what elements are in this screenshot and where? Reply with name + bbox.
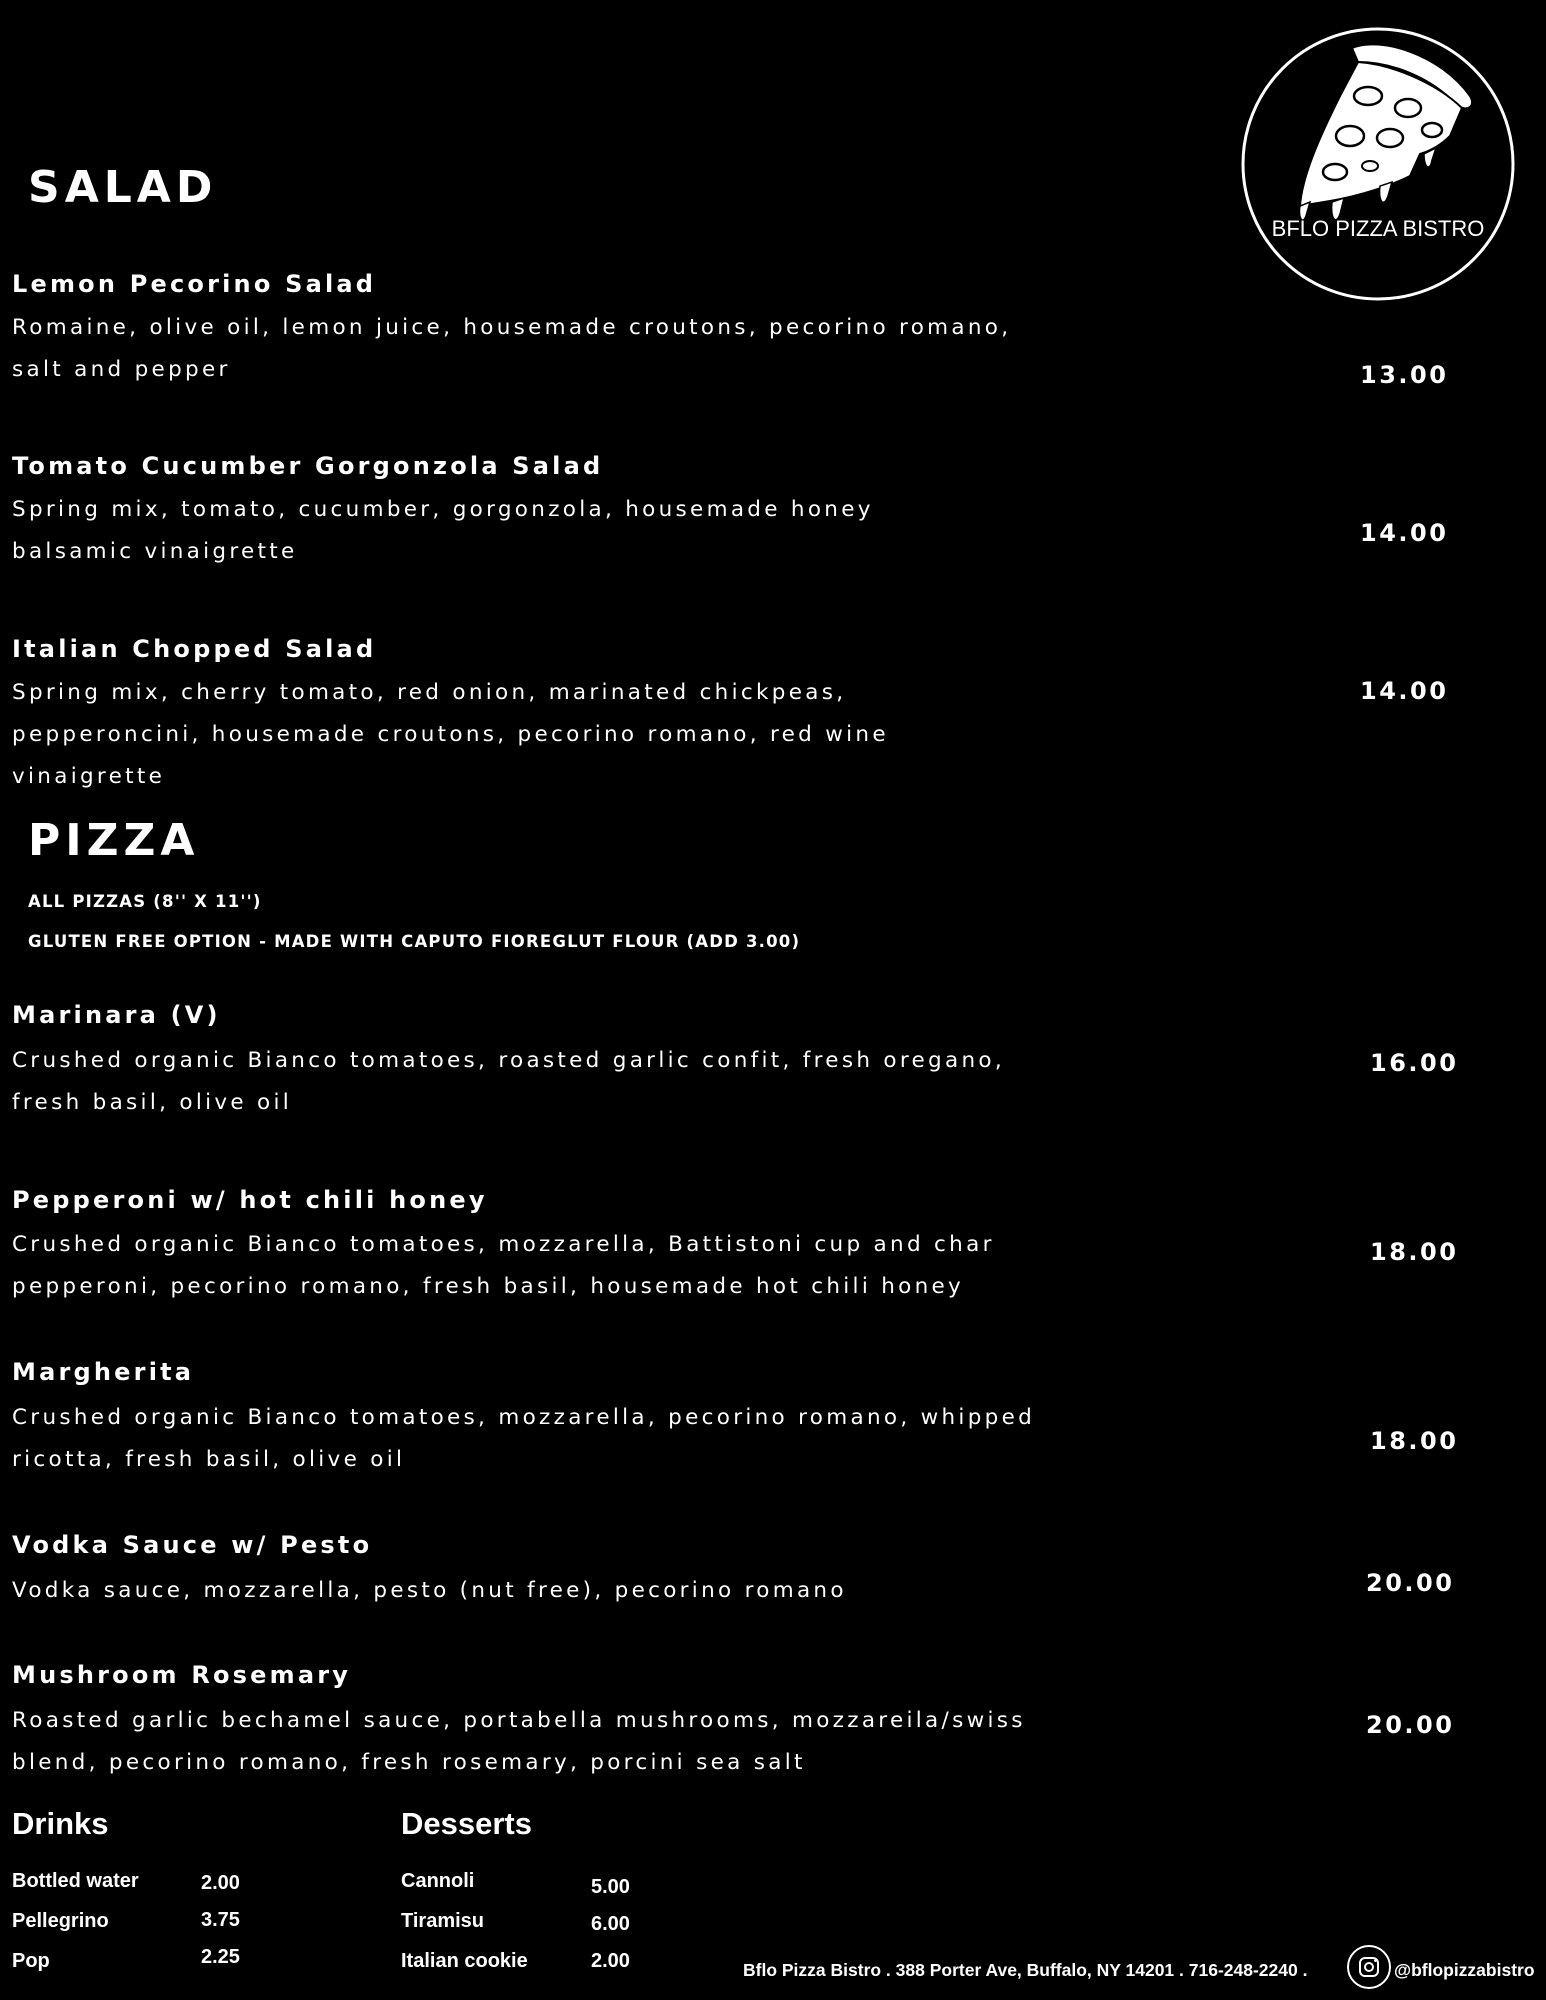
drink-price: 2.00 — [201, 1872, 240, 1894]
menu-item-name: Marinara (V) — [12, 1001, 221, 1029]
instagram-handle-link[interactable]: @bflopizzabistro — [1394, 1960, 1535, 1980]
drink-price: 3.75 — [201, 1909, 240, 1931]
logo-text: BFLO PIZZA BISTRO — [1271, 216, 1485, 241]
dessert-name: Tiramisu — [401, 1910, 484, 1932]
footer-contact-info: Bflo Pizza Bistro . 388 Porter Ave, Buffalo, NY 14201 . 716-248-2240 . — [743, 1960, 1308, 1980]
menu-item-description: Vodka sauce, mozzarella, pesto (nut free), pecorino romano — [12, 1578, 847, 1603]
dessert-name: Italian cookie — [401, 1950, 528, 1972]
menu-item-description: Crushed organic Bianco tomatoes, mozzarella, pecorino romano, whipped ricotta, fresh basil, olive oil — [12, 1405, 1036, 1472]
drink-name: Pop — [12, 1950, 50, 1972]
dessert-name: Cannoli — [401, 1870, 475, 1892]
menu-item-name: Lemon Pecorino Salad — [12, 270, 377, 298]
dessert-price: 2.00 — [591, 1950, 630, 1972]
logo — [1240, 26, 1516, 302]
menu-item-price: 13.00 — [1360, 361, 1449, 389]
menu-item-price: 16.00 — [1370, 1049, 1459, 1077]
menu-item-description: Spring mix, cherry tomato, red onion, marinated chickpeas, pepperoncini, housemade croutons, pecorino romano, red wine vinaigrette — [12, 680, 889, 789]
menu-item-description: Spring mix, tomato, cucumber, gorgonzola, housemade honey balsamic vinaigrette — [12, 497, 874, 564]
menu-item-price: 18.00 — [1370, 1427, 1459, 1455]
drink-price: 2.25 — [201, 1946, 240, 1968]
menu-item-price: 14.00 — [1360, 677, 1449, 705]
pizza-slice-icon — [1240, 26, 1516, 302]
pizza-section-title: PIZZA — [28, 815, 200, 866]
menu-item-name: Tomato Cucumber Gorgonzola Salad — [12, 452, 604, 480]
menu-item-name: Pepperoni w/ hot chili honey — [12, 1186, 488, 1214]
menu-item-description: Crushed organic Bianco tomatoes, mozzarella, Battistoni cup and char pepperoni, pecorino romano, fresh basil, housemade hot chili honey — [12, 1232, 995, 1299]
menu-item-description: Romaine, olive oil, lemon juice, housemade croutons, pecorino romano, salt and pepper — [12, 315, 1012, 382]
drink-name: Pellegrino — [12, 1910, 109, 1932]
drinks-title: Drinks — [12, 1806, 109, 1841]
dessert-price: 5.00 — [591, 1876, 630, 1898]
gluten-free-note: GLUTEN FREE OPTION - MADE WITH CAPUTO FIOREGLUT FLOUR (ADD 3.00) — [28, 932, 801, 951]
dessert-price: 6.00 — [591, 1913, 630, 1935]
menu-item-name: Italian Chopped Salad — [12, 635, 377, 663]
menu-item-price: 18.00 — [1370, 1238, 1459, 1266]
drink-name: Bottled water — [12, 1870, 139, 1892]
menu-item-price: 20.00 — [1366, 1569, 1455, 1597]
pizza-size-note: ALL PIZZAS (8'' X 11'') — [28, 892, 262, 911]
menu-item-name: Margherita — [12, 1358, 195, 1386]
instagram-icon[interactable] — [1347, 1945, 1391, 1989]
menu-item-price: 14.00 — [1360, 519, 1449, 547]
desserts-title: Desserts — [401, 1806, 532, 1841]
menu-item-description: Roasted garlic bechamel sauce, portabella mushrooms, mozzareila/swiss blend, pecorino romano, fresh rosemary, porcini sea salt — [12, 1708, 1026, 1775]
salad-section-title: SALAD — [28, 162, 218, 213]
menu-item-price: 20.00 — [1366, 1711, 1455, 1739]
menu-item-name: Mushroom Rosemary — [12, 1661, 352, 1689]
menu-item-description: Crushed organic Bianco tomatoes, roasted garlic confit, fresh oregano, fresh basil, olive oil — [12, 1048, 1005, 1115]
menu-item-name: Vodka Sauce w/ Pesto — [12, 1531, 373, 1559]
